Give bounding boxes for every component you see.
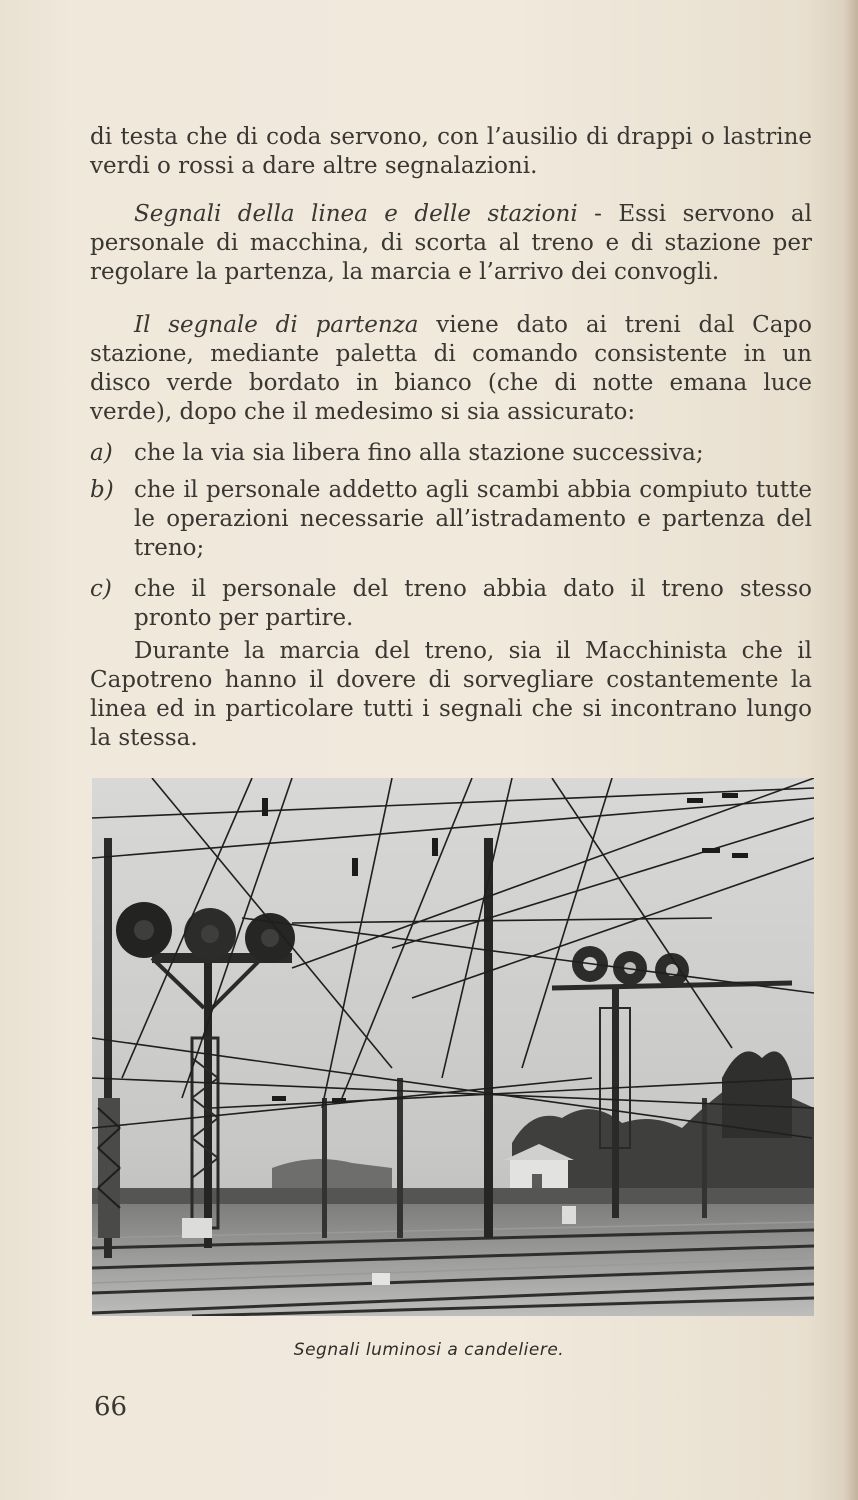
list-item: [90, 439, 812, 468]
paragraph-1-text: di testa che di coda servono, con l’ausilio di drappi o lastrine verdi o rossi a dare altre segnalazioni.: [90, 124, 812, 179]
page-edge-shadow: [844, 0, 858, 1500]
list-item-text: che il personale del treno abbia dato il treno stesso pronto per partire.: [134, 576, 812, 631]
paragraph-2: [90, 200, 812, 287]
list-item: [90, 476, 812, 563]
paragraph-1: [90, 123, 812, 181]
list-item-text: che il personale addetto agli scambi abbia compiuto tutte le operazioni necessarie all’istradamento e partenza del treno;: [134, 477, 812, 561]
paragraph-4-text: Durante la marcia del treno, sia il Macchinista che il Capotreno hanno il dovere di sorvegliare costantemente la linea ed in particolare tutti i segnali che si incontrano lungo la stessa.: [90, 638, 812, 751]
list-item-label: b): [90, 477, 114, 503]
section-heading-segnali: Segnali della linea e delle stazioni: [134, 201, 578, 227]
paragraph-3-text: viene dato ai treni dal Capo stazione, mediante paletta di comando consistente in un disco verde bordato in bianco (che di notte emana luce verde), dopo che il medesimo si sia assicurato:: [90, 312, 812, 425]
railway-signals-photo: [92, 778, 814, 1316]
list-item-label: a): [90, 440, 113, 466]
paragraph-4: [90, 637, 812, 753]
list-item: [90, 575, 812, 633]
term-segnale-di-partenza: Il segnale di partenza: [134, 312, 419, 338]
list-item-label: c): [90, 576, 112, 602]
photo-caption: Segnali luminosi a candeliere.: [293, 1340, 565, 1360]
paragraph-2-text: - Essi servono al personale di macchina, di scorta al treno e di stazione per regolare la partenza, la marcia e l’arrivo dei convogli.: [90, 201, 812, 285]
paragraph-3: [90, 311, 812, 427]
list-item-text: che la via sia libera fino alla stazione successiva;: [134, 440, 704, 466]
page-number: 66: [94, 1392, 128, 1422]
photo-illustration: [92, 778, 814, 1316]
